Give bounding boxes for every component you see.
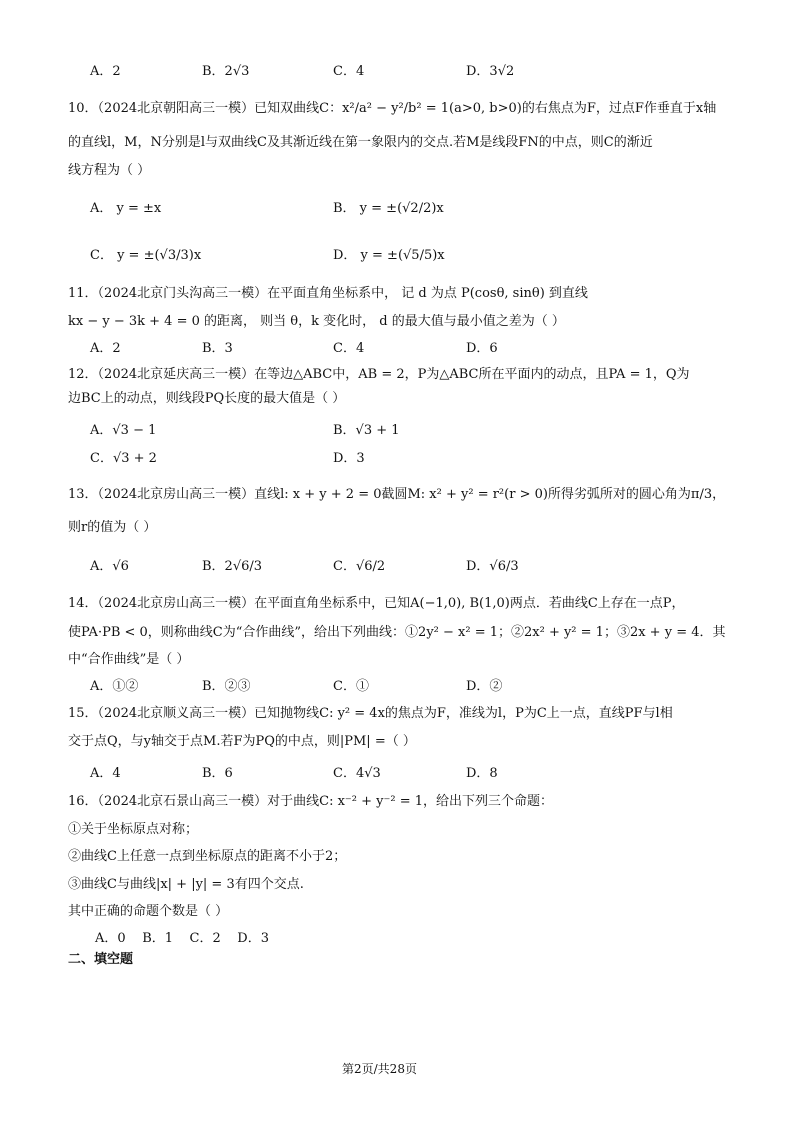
q10-option-d: D． y = ±(√5/5)x [333, 248, 445, 263]
q12-line-1: 12．（2024北京延庆高三一模）在等边△ABC中，AB = 2，P为△ABC所在平面内的动点，且PA = 1，Q为 [68, 367, 690, 382]
q14-line-2: 使PA·PB < 0，则称曲线C为“合作曲线”，给出下列曲线：①2y² − x² = 1；②2x² + y² = 1；③2x + y = 4．其 [68, 625, 726, 640]
q12-option-c: C．√3 + 2 [90, 451, 157, 466]
q16-statement-1: ①关于坐标原点对称； [68, 822, 199, 837]
q12-option-b: B．√3 + 1 [333, 423, 400, 438]
q10-line-2: 的直线l，M，N分别是l与双曲线C及其渐近线在第一象限内的交点.若M是线段FN的中点，则C的渐近 [68, 135, 653, 150]
q16-options: A．0 B．1 C．2 D．3 [95, 931, 269, 946]
q9-option-a: A．2 [90, 64, 121, 79]
q16-statement-2: ②曲线C上任意一点到坐标原点的距离不小于2； [68, 849, 347, 864]
q12-option-a: A．√3 − 1 [90, 423, 157, 438]
q15-option-b: B．6 [202, 766, 233, 781]
q9-option-c: C．4 [333, 64, 365, 79]
q13-option-c: C．√6/2 [333, 559, 386, 574]
q15-option-d: D．8 [466, 766, 498, 781]
q11-option-d: D．6 [466, 341, 498, 356]
q15-option-a: A．4 [90, 766, 121, 781]
section-title: 二、填空题 [68, 952, 134, 967]
q14-option-d: D．② [466, 679, 503, 694]
q11-option-b: B．3 [202, 341, 233, 356]
q9-option-b: B．2√3 [202, 64, 250, 79]
q10-option-b: B． y = ±(√2/2)x [333, 201, 444, 216]
page-footer: 第2页/共28页 [342, 1062, 417, 1076]
q16-statement-3: ③曲线C与曲线|x| + |y| = 3有四个交点. [68, 877, 304, 892]
q12-line-2: 边BC上的动点，则线段PQ长度的最大值是（ ） [68, 391, 346, 406]
q13-option-a: A．√6 [90, 559, 129, 574]
q10-line-3: 线方程为（ ） [68, 163, 151, 178]
q14-line-3: 中“合作曲线”是（ ） [68, 652, 190, 667]
q14-option-c: C．① [333, 679, 369, 694]
q9-option-d: D．3√2 [466, 64, 515, 79]
q14-option-b: B．②③ [202, 679, 251, 694]
q10-option-a: A． y = ±x [90, 201, 162, 216]
q10-line-1: 10．（2024北京朝阳高三一模）已知双曲线C：x²/a² − y²/b² = 1(a>0, b>0)的右焦点为F，过点F作垂直于x轴 [68, 101, 717, 116]
q16-line-1: 16．（2024北京石景山高三一模）对于曲线C: x⁻² + y⁻² = 1，给出下列三个命题： [68, 794, 553, 809]
q14-option-a: A．①② [90, 679, 139, 694]
q10-option-c: C． y = ±(√3/3)x [90, 248, 202, 263]
q11-option-c: C．4 [333, 341, 365, 356]
q14-line-1: 14．（2024北京房山高三一模）在平面直角坐标系中，已知A(−1,0), B(1,0)两点．若曲线C上存在一点P， [68, 596, 685, 611]
q11-line-2: kx − y − 3k + 4 = 0 的距离， 则当 θ，k 变化时， d 的最大值与最小值之差为（ ） [68, 314, 565, 329]
q13-option-b: B．2√6/3 [202, 559, 263, 574]
q15-line-1: 15．（2024北京顺义高三一模）已知抛物线C: y² = 4x的焦点为F，准线为l，P为C上一点，直线PF与l相 [68, 706, 673, 721]
q15-option-c: C．4√3 [333, 766, 381, 781]
q11-line-1: 11．（2024北京门头沟高三一模）在平面直角坐标系中， 记 d 为点 P(cosθ, sinθ) 到直线 [68, 286, 588, 301]
q11-option-a: A．2 [90, 341, 121, 356]
q15-line-2: 交于点Q，与y轴交于点M.若F为PQ的中点，则|PM| =（ ） [68, 734, 416, 749]
q13-option-d: D．√6/3 [466, 559, 519, 574]
q13-line-1: 13．（2024北京房山高三一模）直线l: x + y + 2 = 0截圆M: x² + y² = r²(r > 0)所得劣弧所对的圆心角为π/3， [68, 487, 726, 502]
q12-option-d: D．3 [333, 451, 365, 466]
q16-line-5: 其中正确的命题个数是（ ） [68, 904, 229, 919]
q13-line-2: 则r的值为（ ） [68, 520, 157, 535]
